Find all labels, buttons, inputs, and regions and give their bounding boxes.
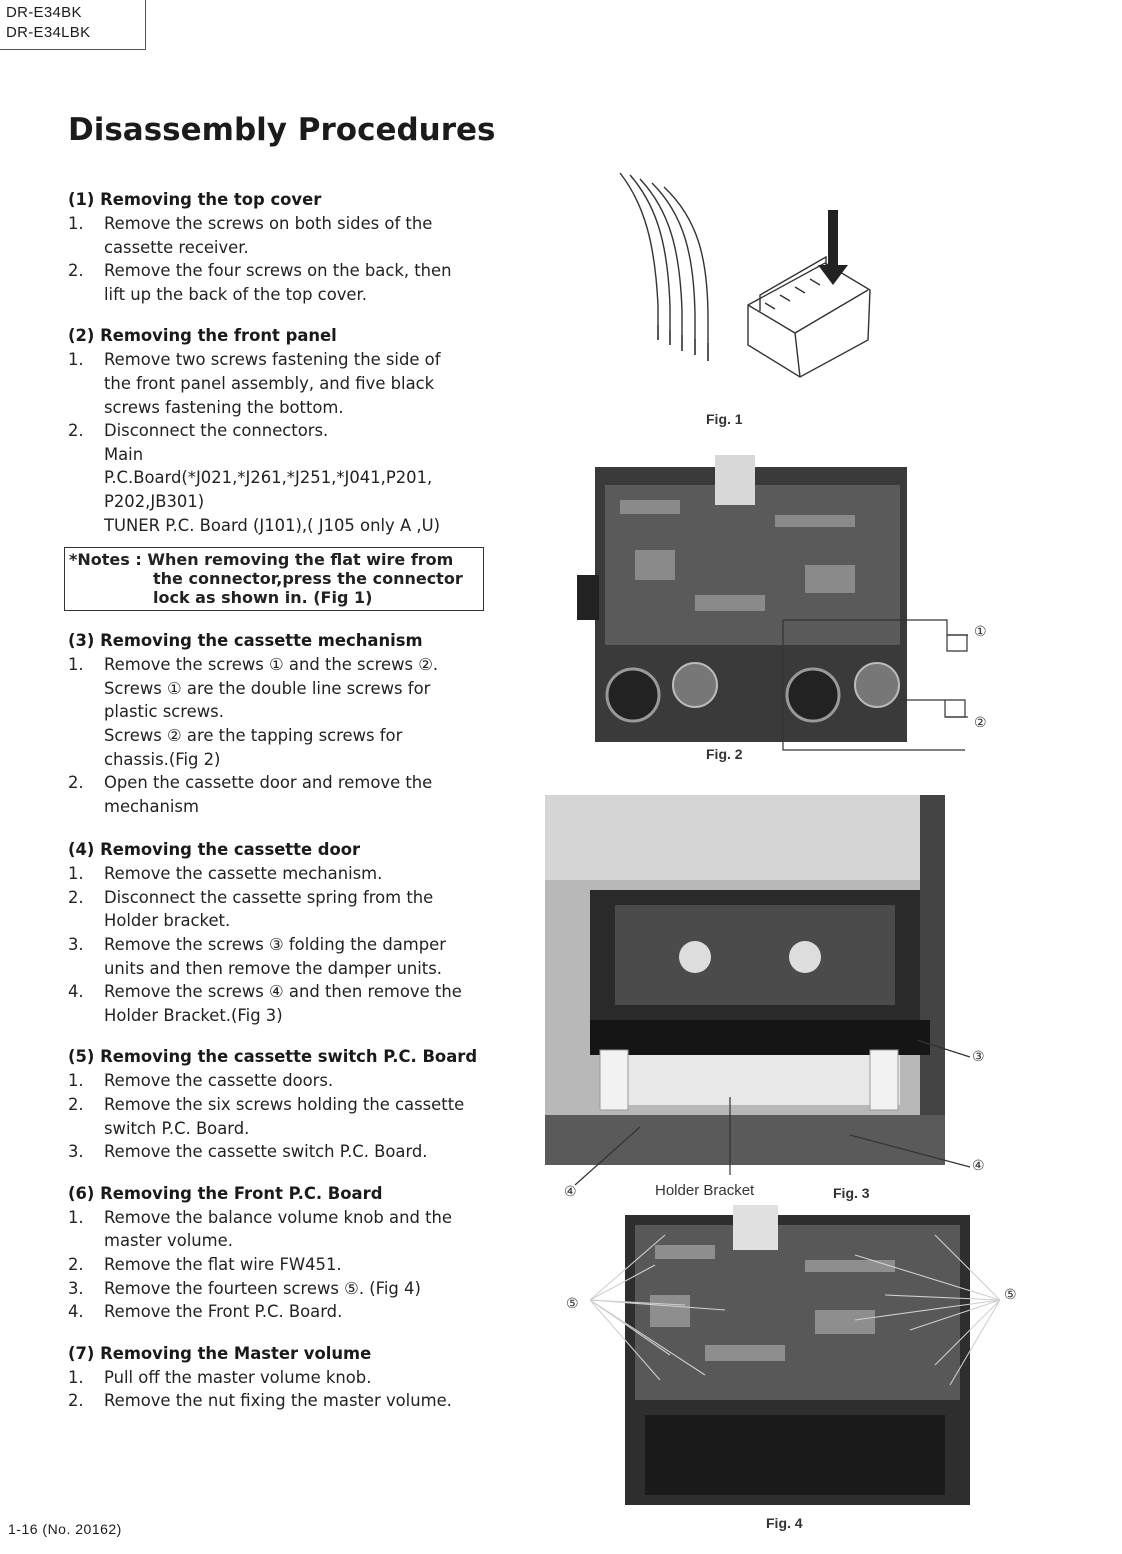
section-heading: (7) Removing the Master volume bbox=[68, 1343, 372, 1363]
list-item: 2. Remove the flat wire FW451. bbox=[68, 1255, 342, 1274]
list-item: 3. Remove the screws ③ folding the damper units and then remove the damper units. bbox=[68, 935, 446, 978]
list-item: 4. Remove the Front P.C. Board. bbox=[68, 1302, 343, 1322]
model-number: DR-E34LBK bbox=[6, 24, 91, 41]
fig3-caption: Fig. 3 bbox=[833, 1185, 870, 1201]
section-heading: (5) Removing the cassette switch P.C. Board bbox=[68, 1047, 478, 1067]
section-heading: (6) Removing the Front P.C. Board bbox=[68, 1183, 383, 1203]
page-footer: 1-16 (No. 20162) bbox=[8, 1521, 122, 1537]
list-item: 1. Remove the cassette mechanism. bbox=[68, 864, 383, 884]
section-heading: (1) Removing the top cover bbox=[68, 190, 322, 209]
list-item: 2. Remove the six screws holding the cassette switch P.C. Board. bbox=[68, 1095, 465, 1138]
callout-3: ③ bbox=[972, 1049, 985, 1065]
list-item: 2. Open the cassette door and remove the mechanism bbox=[68, 773, 433, 816]
list-item: 2. Disconnect the connectors. Main P.C.Board(*J021,*J261,*J251,*J041,P201, P202,JB301) TUNER P.C. Board (J101),( J105 only A ,U) bbox=[68, 421, 440, 535]
callout-4: ④ bbox=[972, 1158, 985, 1174]
section-heading: (4) Removing the cassette door bbox=[68, 840, 361, 860]
callout-5: ⑤ bbox=[1004, 1287, 1017, 1303]
section-heading: (3) Removing the cassette mechanism bbox=[68, 631, 423, 651]
list-item: 1. Remove the balance volume knob and the master volume. bbox=[68, 1207, 452, 1251]
section-top-cover bbox=[68, 188, 508, 306]
list-item: 2. Remove the nut fixing the master volume. bbox=[68, 1391, 452, 1411]
fig3-cassette-holder-photo bbox=[545, 795, 1005, 1210]
notes-box: *Notes : When removing the flat wire from the connector,press the connector lock as shown in. (Fig 1) bbox=[64, 547, 484, 611]
model-box bbox=[0, 0, 146, 50]
list-item: 1. Pull off the master volume knob. bbox=[68, 1367, 372, 1387]
list-item: 4. Remove the screws ④ and then remove the Holder Bracket.(Fig 3) bbox=[68, 982, 462, 1025]
list-item: 2. Remove the four screws on the back, then lift up the back of the top cover. bbox=[68, 261, 452, 304]
section-master-volume bbox=[68, 1342, 508, 1413]
fig1-connector-drawing bbox=[600, 165, 900, 405]
section-cassette-door bbox=[68, 838, 508, 1027]
list-item: 3. Remove the fourteen screws ⑤. (Fig 4) bbox=[68, 1278, 421, 1298]
fig2-caption: Fig. 2 bbox=[706, 746, 743, 762]
fig1-caption: Fig. 1 bbox=[706, 411, 743, 427]
list-item: 1. Remove the screws ① and the screws ②. Screws ① are the double line screws for plastic screws. Screws ② are the tapping screws for chassis.(Fig 2) bbox=[68, 655, 439, 769]
fig4-caption: Fig. 4 bbox=[766, 1515, 803, 1531]
list-item: 1. Remove the cassette doors. bbox=[68, 1071, 334, 1091]
callout-5: ⑤ bbox=[566, 1296, 579, 1312]
list-item: 2. Disconnect the cassette spring from the Holder bracket. bbox=[68, 887, 434, 931]
section-cassette-switch-board bbox=[68, 1045, 508, 1163]
list-item: 1. Remove two screws fastening the side of the front panel assembly, and five black screws fastening the bottom. bbox=[68, 350, 441, 417]
section-front-board bbox=[68, 1182, 508, 1324]
callout-4: ④ bbox=[564, 1184, 577, 1200]
section-front-panel bbox=[68, 324, 508, 537]
callout-2: ② bbox=[974, 715, 987, 731]
fig2-board-photo bbox=[575, 455, 1015, 755]
page-title: Disassembly Procedures bbox=[68, 112, 496, 148]
list-item: 3. Remove the cassette switch P.C. Board. bbox=[68, 1142, 428, 1162]
procedure-column bbox=[68, 188, 508, 1431]
callout-1: ① bbox=[974, 624, 987, 640]
section-heading: (2) Removing the front panel bbox=[68, 326, 337, 346]
model-number: DR-E34BK bbox=[6, 4, 82, 21]
section-cassette-mechanism bbox=[68, 629, 508, 818]
fig4-front-board-photo bbox=[555, 1205, 1035, 1510]
list-item: 1. Remove the screws on both sides of the cassette receiver. bbox=[68, 214, 433, 257]
holder-bracket-label: Holder Bracket bbox=[655, 1182, 755, 1199]
